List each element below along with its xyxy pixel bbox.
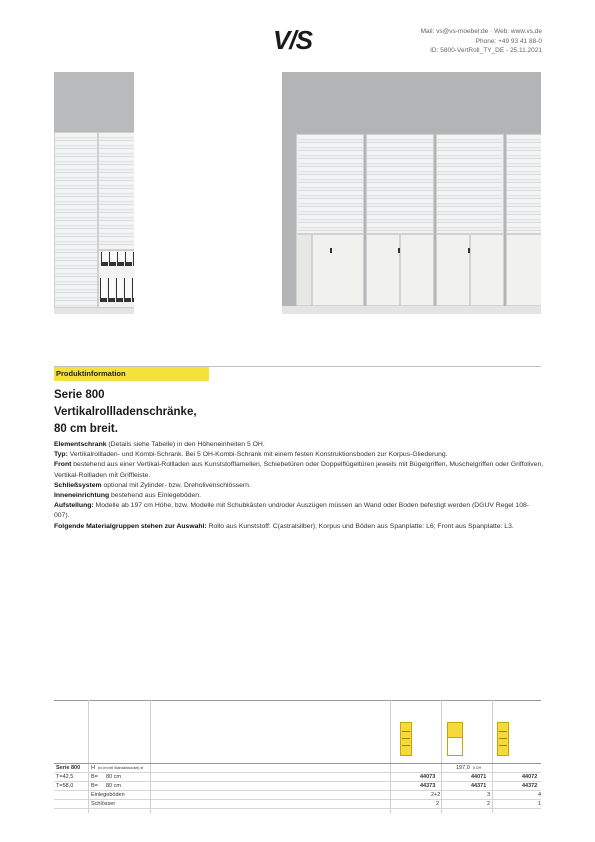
section-label: Produktinformation (56, 369, 126, 378)
door-handle (468, 248, 470, 253)
contact-mail-web: Mail: vs@vs-moebel.de · Web: www.vs.de (420, 28, 542, 35)
cabinet-shutter-right-4 (506, 134, 541, 234)
cabinet-shutter-right-3 (436, 134, 504, 234)
sliding-door-lower-3 (400, 234, 434, 306)
table-row-line (54, 799, 541, 800)
product-title (54, 387, 197, 438)
sliding-door-lower-2 (366, 234, 400, 306)
article-number: 44372 (522, 783, 538, 789)
product-description (54, 440, 544, 532)
sliding-door-lower-4 (436, 234, 470, 306)
cabinet-thumbnail-shutter (447, 722, 463, 738)
desc-inneneinrichtung: Inneneinrichtung bestehend aus Einlegeböden. (54, 492, 201, 500)
cabinet-shutter-right-1 (296, 134, 364, 234)
cabinet-thumbnail-44073 (400, 722, 412, 756)
door-handle (330, 248, 332, 253)
binder (100, 278, 107, 302)
table-column-divider (390, 700, 391, 813)
article-number: 44371 (471, 783, 487, 789)
shelf-count: 4 (538, 792, 542, 798)
open-compartment (296, 234, 312, 306)
binder (108, 278, 115, 302)
table-row-line (54, 790, 541, 791)
desc-elementschrank: Elementschrank (Details siehe Tabelle) in den Höheneinheiten 5 OH. (54, 441, 265, 448)
binder (124, 278, 131, 302)
title-width: 80 cm breit. (54, 423, 118, 435)
table-top-border (54, 700, 541, 701)
lock-count: 2 (487, 801, 491, 807)
desc-aufstellung: Aufstellung: Modelle ab 197 cm Höhe, bzw. Modelle mit Schubkästen und/oder Auszügen müssen an Wand oder Boden befestigt werden (DGUV Regel 108-007). (54, 502, 530, 520)
table-row-line (54, 781, 541, 782)
desc-front: Front bestehend aus einer Vertikal-Rollladen aus Kunststofflamellen, Schiebetüren oder Doppelflügeltüren jeweils mit Bügelgriffen, Muschelgriffen oder Griffoliven, Vertikal-Rollladen mit Griffleiste. (54, 461, 544, 479)
sliding-door-lower-5 (470, 234, 504, 306)
binder (109, 252, 116, 266)
photo-floor (282, 306, 541, 314)
article-number: 44072 (522, 774, 538, 780)
vs-logo: V/S (273, 25, 312, 55)
table-row-line (54, 808, 541, 809)
cabinet-thumbnail-44071 (447, 722, 463, 756)
table-column-divider (492, 700, 493, 813)
table-header-line (54, 763, 541, 764)
binder (116, 278, 123, 302)
shelf-count: 2+2 (431, 792, 441, 798)
table-height-note: (in cm bei Standardsockel) ※ (98, 766, 144, 770)
table-series-label: Serie 800 (56, 765, 81, 771)
table-height-label: H (91, 765, 95, 771)
shelf-count: 3 (487, 792, 491, 798)
table-row-line (54, 772, 541, 773)
title-product: Vertikalrollladenschränke, (54, 406, 197, 418)
table-column-divider (441, 700, 442, 813)
document-id: ID: 5800-VertRoll_TY_DE - 25.11.2021 (430, 47, 542, 54)
cabinet-shutter-left-1 (54, 132, 98, 308)
table-column-divider (150, 700, 151, 813)
article-number: 44073 (420, 774, 436, 780)
contact-phone: Phone: +49 93 41 88-0 (475, 37, 542, 45)
desc-materialgruppen: Folgende Materialgruppen stehen zur Auswahl: Rollo aus Kunststoff: C(astralsilber); Korpus und Böden aus Spanplatte: L6; Front aus Spanplatte: L3. (54, 522, 514, 530)
table-height-value: 197,0 (456, 765, 470, 771)
desc-typ: Typ: Vertikalrollladen- und Kombi-Schrank. Bei 5 OH-Kombi-Schrank mit einem festen Konstruktionsboden zur Korpus-Gliederung. (54, 451, 448, 459)
product-photo-right (282, 72, 541, 314)
table-column-divider (88, 700, 89, 813)
article-number: 44071 (471, 774, 487, 780)
door-handle (398, 248, 400, 253)
table-height-unit: 5 OH (473, 766, 482, 770)
cabinet-shutter-right-2 (366, 134, 434, 234)
photo-gap (134, 72, 282, 314)
binder (101, 252, 108, 266)
lock-count: 1 (538, 801, 542, 807)
desc-schliesssystem: Schließsystem optional mit Zylinder- bzw. Dreholivenschlössern. (54, 481, 251, 489)
sliding-door-lower-1 (312, 234, 364, 306)
lock-count: 2 (436, 801, 440, 807)
article-number: 44373 (420, 783, 436, 789)
title-series: Serie 800 (54, 389, 105, 401)
binder (117, 252, 124, 266)
sliding-door-lower-6 (506, 234, 541, 306)
binder (125, 252, 132, 266)
cabinet-thumbnail-44072 (497, 722, 509, 756)
contact-info (421, 27, 542, 56)
